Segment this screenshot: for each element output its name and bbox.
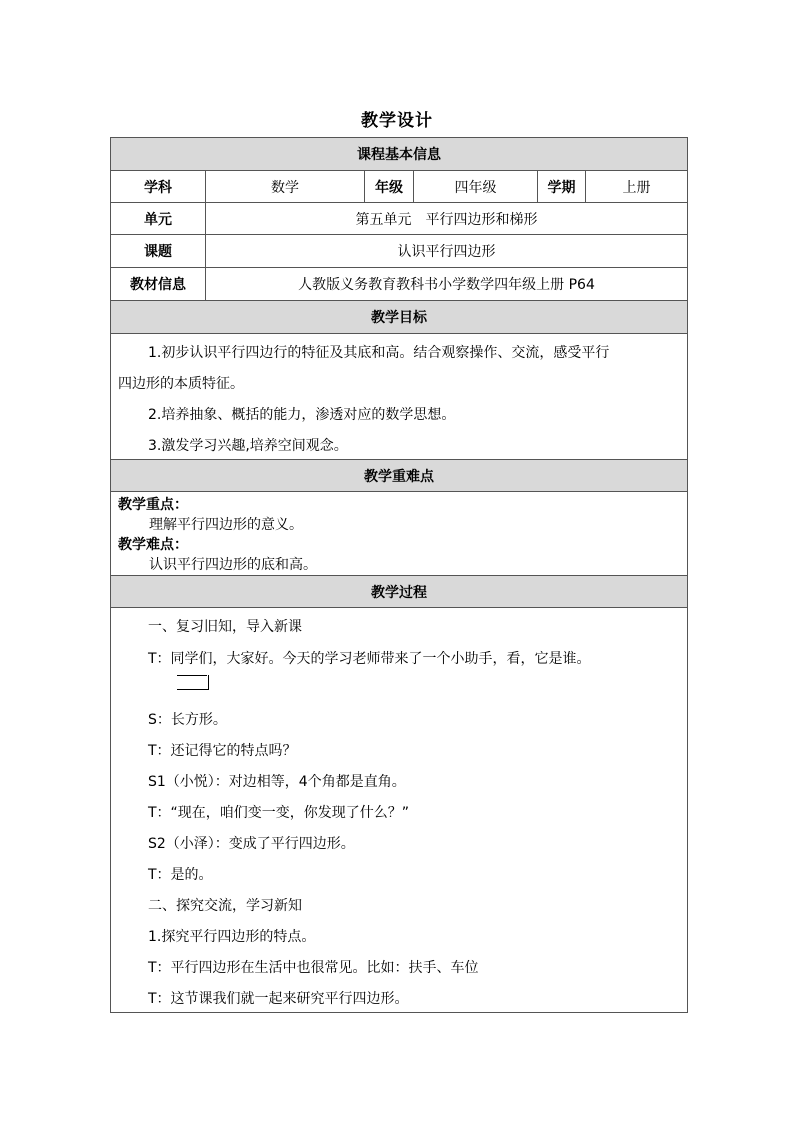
process-title: 教学过程 (371, 584, 427, 601)
key-points-header (111, 460, 687, 492)
document-title: 教学设计 (361, 111, 433, 131)
rectangle-icon (177, 675, 209, 690)
topic-value: 认识平行四边形 (397, 244, 496, 260)
basic-info-header (111, 138, 687, 171)
objective-line: 2.培养抽象、概括的能力，渗透对应的数学思想。 (148, 407, 456, 423)
key-points-title: 教学重难点 (364, 468, 434, 485)
process-header (111, 576, 687, 608)
objectives-body (111, 334, 687, 460)
topic-row (111, 235, 687, 268)
process-line: T：同学们，大家好。今天的学习老师带来了一个小助手，看，它是谁。 (148, 651, 591, 667)
process-line: 一、复习旧知，导入新课 (148, 619, 302, 635)
process-line: S2（小泽）：变成了平行四边形。 (148, 836, 355, 852)
process-line: T：还记得它的特点吗？ (148, 743, 297, 759)
process-line: T：平行四边形在生活中也很常见。比如：扶手、车位 (148, 960, 479, 976)
grade-label: 年级 (365, 171, 414, 202)
subject-value: 数学 (206, 171, 365, 202)
process-line: T：这节课我们就一起来研究平行四边形。 (148, 991, 409, 1007)
difficulty-text: 认识平行四边形的底和高。 (149, 557, 317, 573)
process-line: S：长方形。 (148, 712, 227, 728)
unit-row (111, 203, 687, 235)
objective-line: 3.激发学习兴趣,培养空间观念。 (148, 438, 348, 454)
term-label: 学期 (538, 171, 586, 202)
focus-label: 教学重点： (118, 497, 188, 513)
process-line: T：“现在，咱们变一变，你发现了什么？” (148, 805, 410, 821)
objectives-header (111, 301, 687, 334)
unit-label: 单元 (111, 203, 206, 234)
difficulty-label: 教学难点： (118, 537, 188, 553)
unit-value: 第五单元 平行四边形和梯形 (355, 211, 538, 228)
process-line: T：是的。 (148, 867, 213, 883)
process-body (111, 608, 687, 1012)
objective-line: 1.初步认识平行四边行的特征及其底和高。结合观察操作、交流，感受平行 (148, 345, 610, 361)
term-value: 上册 (622, 179, 651, 196)
basic-info-title: 课程基本信息 (357, 147, 441, 163)
focus-text: 理解平行四边形的意义。 (149, 517, 303, 533)
objectives-title: 教学目标 (371, 310, 427, 326)
material-value: 人教版义务教育教科书小学数学四年级上册 P64 (298, 277, 595, 293)
subject-row (111, 171, 687, 203)
material-label: 教材信息 (111, 268, 206, 300)
process-line: S1（小悦）：对边相等，4个角都是直角。 (148, 774, 406, 790)
lesson-plan-table (110, 137, 688, 1013)
grade-value: 四年级 (414, 171, 538, 202)
key-points-body (111, 492, 687, 576)
material-row (111, 268, 687, 301)
objective-line: 四边形的本质特征。 (118, 376, 244, 392)
topic-label: 课题 (111, 235, 206, 267)
process-line: 1.探究平行四边形的特点。 (148, 929, 316, 945)
subject-label: 学科 (111, 171, 206, 202)
process-line: 二、探究交流，学习新知 (148, 898, 302, 914)
